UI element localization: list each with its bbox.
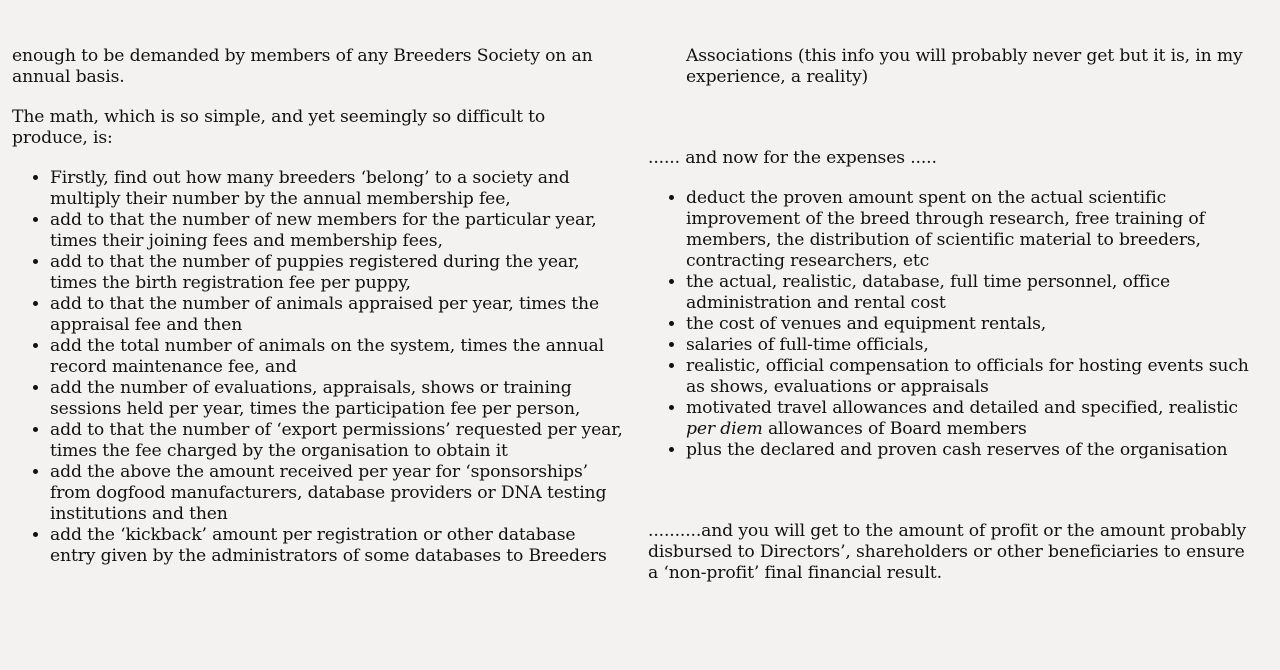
- closing-paragraph: ..........and you will get to the amount of profit or the amount probably disbursed to Directors’, shareholders or other beneficiaries to ensure a ‘non-profit’ final financial result.: [648, 521, 1247, 583]
- income-item: • add the total number of animals on the system, times the annual record maintenance fee, and: [50, 336, 624, 378]
- travel-text-before: motivated travel allowances and detailed and specified, realistic: [686, 398, 1238, 418]
- per-diem-emphasis: per diem: [686, 419, 763, 439]
- expense-item: • deduct the proven amount spent on the actual scientific improvement of the breed through research, free training of members, the distribution of scientific material to breeders, contracting researchers, etc: [686, 188, 1258, 272]
- income-list: [12, 168, 624, 567]
- associations-continuation: Associations (this info you will probably never get but it is, in my experience, a reality): [686, 46, 1243, 87]
- expense-list: [648, 188, 1258, 461]
- income-item: • add to that the number of puppies registered during the year, times the birth registration fee per puppy,: [50, 252, 624, 294]
- left-column: [12, 46, 624, 567]
- expense-item: • the cost of venues and equipment rentals,: [686, 314, 1258, 335]
- expense-item: • plus the declared and proven cash reserves of the organisation: [686, 440, 1258, 461]
- income-item: • add the ‘kickback’ amount per registration or other database entry given by the administrators of some databases to Breeders: [50, 525, 624, 567]
- income-item: • add the above the amount received per year for ‘sponsorships’ from dogfood manufacturers, database providers or DNA testing institutions and then: [50, 462, 624, 525]
- expense-item: • realistic, official compensation to officials for hosting events such as shows, evaluations or appraisals: [686, 356, 1258, 398]
- income-item: • add the number of evaluations, appraisals, shows or training sessions held per year, times the participation fee per person,: [50, 378, 624, 420]
- expenses-intro: ...... and now for the expenses .....: [648, 148, 937, 168]
- income-item: • Firstly, find out how many breeders ‘belong’ to a society and multiply their number by the annual membership fee,: [50, 168, 624, 210]
- expense-item: • the actual, realistic, database, full time personnel, office administration and rental cost: [686, 272, 1258, 314]
- income-item: • add to that the number of ‘export permissions’ requested per year, times the fee charged by the organisation to obtain it: [50, 420, 624, 462]
- right-column: [648, 46, 1258, 584]
- travel-text-after: allowances of Board members: [762, 419, 1027, 439]
- income-item: • add to that the number of new members for the particular year, times their joining fees and membership fees,: [50, 210, 624, 252]
- expense-item: • salaries of full-time officials,: [686, 335, 1258, 356]
- expense-item-travel: [686, 398, 1258, 440]
- intro-continuation: enough to be demanded by members of any Breeders Society on an annual basis.: [12, 46, 593, 87]
- income-item: • add to that the number of animals appraised per year, times the appraisal fee and then: [50, 294, 624, 336]
- math-intro: The math, which is so simple, and yet seemingly so difficult to produce, is:: [12, 107, 546, 148]
